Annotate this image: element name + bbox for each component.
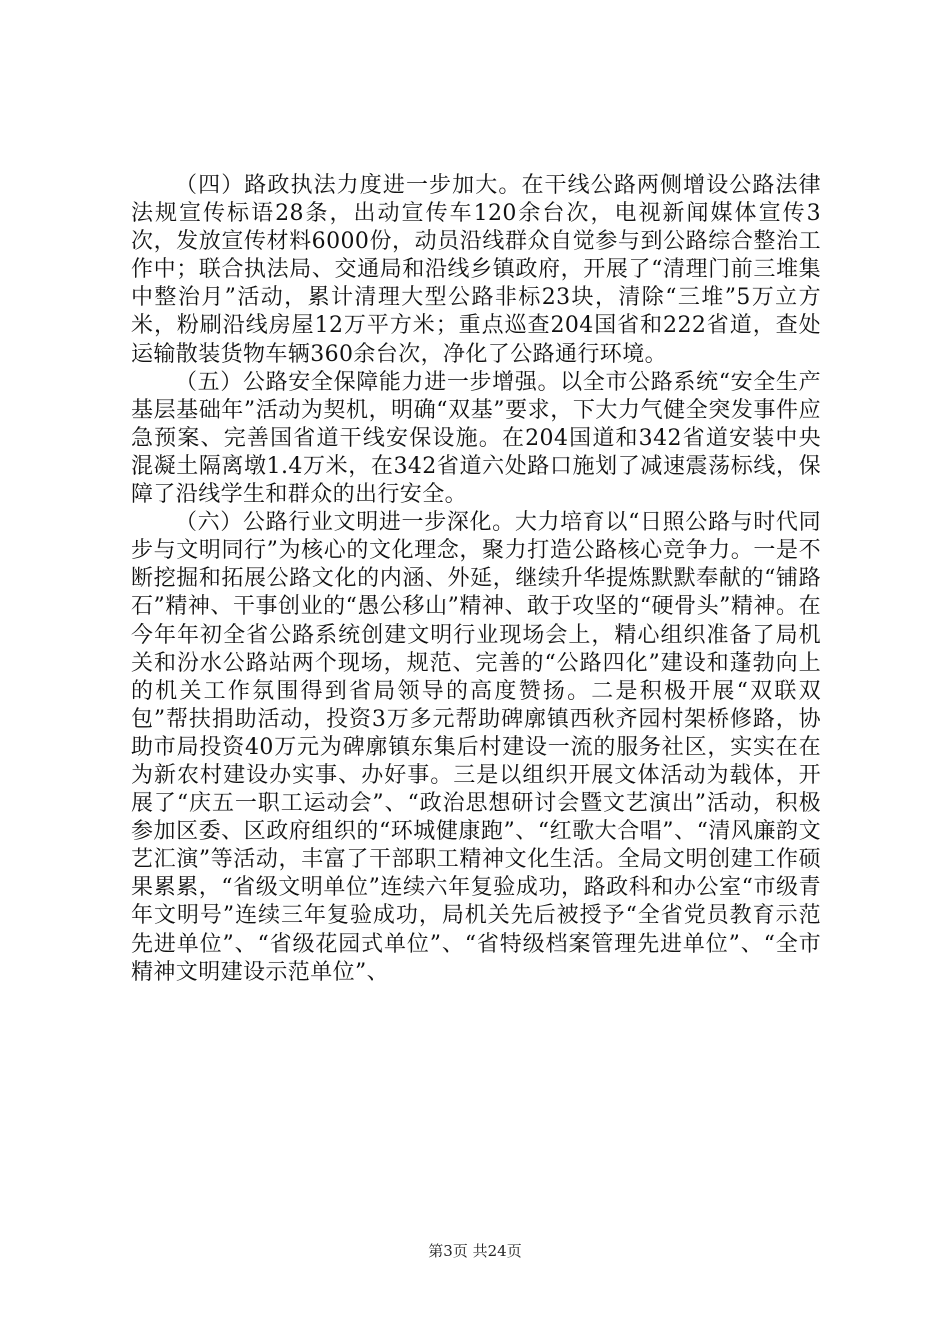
paragraph-road-law-enforcement: （四）路政执法力度进一步加大。在干线公路两侧增设公路法律法规宣传标语28条，出动宣传车120余台次，电视新闻媒体宣传3次，发放宣传材料6000份，动员沿线群众自觉参与到公路综合整治工作中；联合执法局、交通局和沿线乡镇政府，开展了“清理门前三堆集中整治月”活动，累计清理大型公路非标23块，清除“三堆”5万立方米，粉刷沿线房屋12万平方米；重点巡查204国省和222省道，查处运输散装货物车辆360余台次，净化了公路通行环境。 [131,173,821,367]
paragraph-road-safety: （五）公路安全保障能力进一步增强。以全市公路系统“安全生产基层基础年”活动为契机，明确“双基”要求，下大力气健全突发事件应急预案、完善国省道干线安保设施。在204国道和342省道安装中央混凝土隔离墩1.4万米，在342省道六处路口施划了减速震荡标线，保障了沿线学生和群众的出行安全。 [131,369,821,508]
page-number-footer: 第3页 共24页 [428,1242,522,1260]
paragraph-industry-civilization: （六）公路行业文明进一步深化。大力培育以“日照公路与时代同步与文明同行”为核心的文化理念，聚力打造公路核心竞争力。一是不断挖掘和拓展公路文化的内涵、外延，继续升华提炼默默奉献的“铺路石”精神、干事创业的“愚公移山”精神、敢于攻坚的“硬骨头”精神。在今年年初全省公路系统创建文明行业现场会上，精心组织准备了局机关和汾水公路站两个现场，规范、完善的“公路四化”建设和蓬勃向上的机关工作氛围得到省局领导的高度赞扬。二是积极开展“双联双包”帮扶捐助活动，投资3万多元帮助碑廓镇西秋齐园村架桥修路，协助市局投资40万元为碑廓镇东集后村建设一流的服务社区，实实在在为新农村建设办实事、办好事。三是以组织开展文体活动为载体，开展了“庆五一职工运动会”、“政治思想研讨会暨文艺演出”活动，积极参加区委、区政府组织的“环城健康跑”、“红歌大合唱”、“清风廉韵文艺汇演”等活动，丰富了干部职工精神文化生活。全局文明创建工作硕果累累，“省级文明单位”连续六年复验成功，路政科和办公室“市级青年文明号”连续三年复验成功，局机关先后被授予“全省党员教育示范先进单位”、“省级花园式单位”、“省特级档案管理先进单位”、“全市精神文明建设示范单位”、 [131,510,821,985]
document-body [131,172,821,987]
